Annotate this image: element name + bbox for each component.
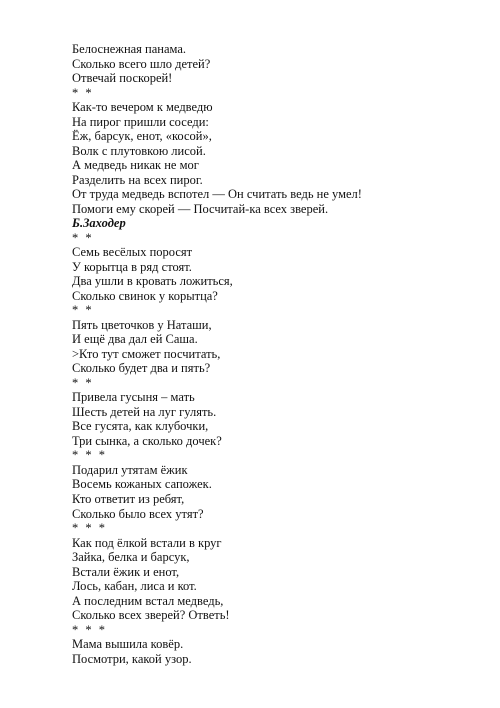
verse-line: Сколько всего шло детей? bbox=[72, 56, 211, 71]
verse-line: Зайка, белка и барсук, bbox=[72, 550, 190, 565]
stanza-separator: * * bbox=[72, 303, 94, 318]
verse-line: Все гусята, как клубочки, bbox=[72, 419, 209, 434]
verse-line: И ещё два дал ей Саша. bbox=[72, 332, 198, 347]
verse-line: На пирог пришли соседи: bbox=[72, 114, 209, 129]
poem-text-block bbox=[72, 42, 472, 666]
verse-line: А медведь никак не мог bbox=[72, 158, 199, 173]
verse-line: Кто ответит из ребят, bbox=[72, 491, 185, 506]
verse-line: Сколько всех зверей? Ответь! bbox=[72, 608, 230, 623]
verse-line: Как под ёлкой встали в круг bbox=[72, 535, 222, 550]
verse-line: Семь весёлых поросят bbox=[72, 245, 193, 260]
stanza-separator: * * bbox=[72, 85, 94, 100]
verse-line: Привела гусыня – мать bbox=[72, 390, 195, 405]
stanza-separator: * * * bbox=[72, 448, 107, 463]
verse-line: Лось, кабан, лиса и кот. bbox=[72, 579, 197, 594]
stanza-separator: * * bbox=[72, 230, 94, 245]
verse-line: У корытца в ряд стоят. bbox=[72, 259, 192, 274]
verse-line: Белоснежная панама. bbox=[72, 42, 187, 56]
stanza-separator: * * bbox=[72, 375, 94, 390]
stanza-separator: * * * bbox=[72, 622, 107, 637]
verse-line: Подарил утятам ёжик bbox=[72, 462, 188, 477]
verse-line: Два ушли в кровать ложиться, bbox=[72, 274, 233, 289]
verse-line: Ёж, барсук, енот, «косой», bbox=[72, 129, 212, 144]
verse-line: От труда медведь вспотел — Он считать ведь не умел! bbox=[72, 187, 362, 202]
verse-line: Сколько было всех утят? bbox=[72, 506, 204, 521]
verse-line: Разделить на всех пирог. bbox=[72, 172, 203, 187]
verse-line: Волк с плутовкою лисой. bbox=[72, 143, 206, 158]
verse-line: А последним встал медведь, bbox=[72, 593, 224, 608]
verse-line: Сколько будет два и пять? bbox=[72, 361, 211, 376]
verse-line: Посмотри, какой узор. bbox=[72, 651, 192, 666]
verse-line: Помоги ему скорей — Посчитай-ка всех зверей. bbox=[72, 201, 329, 216]
verse-line: Как-то вечером к медведю bbox=[72, 100, 213, 115]
verse-line: Пять цветочков у Наташи, bbox=[72, 317, 212, 332]
verse-line: Мама вышила ковёр. bbox=[72, 637, 184, 652]
verse-line: >Кто тут сможет посчитать, bbox=[72, 346, 221, 361]
verse-line: Сколько свинок у корытца? bbox=[72, 288, 218, 303]
verse-line: Шесть детей на луг гулять. bbox=[72, 404, 217, 419]
author-signature: Б.Заходер bbox=[72, 216, 126, 231]
stanza-separator: * * * bbox=[72, 521, 107, 536]
verse-line: Три сынка, а сколько дочек? bbox=[72, 433, 222, 448]
verse-line: Восемь кожаных сапожек. bbox=[72, 477, 212, 492]
verse-line: Встали ёжик и енот, bbox=[72, 564, 180, 579]
verse-line: Отвечай поскорей! bbox=[72, 71, 173, 86]
